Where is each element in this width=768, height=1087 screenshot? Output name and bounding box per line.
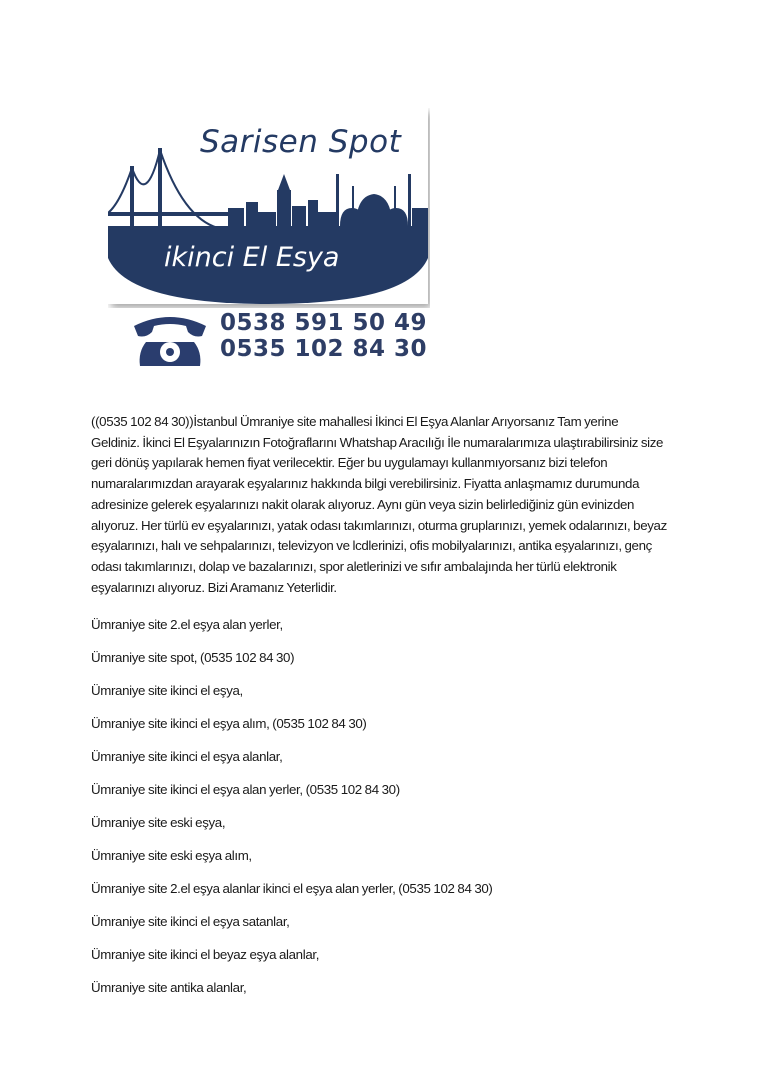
list-item: Ümraniye site eski eşya alım, (91, 848, 252, 863)
list-item: Ümraniye site 2.el eşya alan yerler, (91, 617, 283, 632)
list-item: Ümraniye site ikinci el eşya alan yerler, (0535 102 84 30) (91, 782, 400, 797)
list-item: Ümraniye site ikinci el eşya alanlar, (91, 749, 283, 764)
list-item: Ümraniye site antika alanlar, (91, 980, 247, 995)
list-item: Ümraniye site ikinci el eşya, (91, 683, 243, 698)
intro-paragraph: ((0535 102 84 30))İstanbul Ümraniye site mahallesi İkinci El Eşya Alanlar Arıyorsanız Tam yerine Geldiniz. İkinci El Eşyalarınızın Fotoğraflarını Whatshap Aracılığı İle numaralarımıza ulaştırabilirsiniz size geri dönüş yapılarak hemen fiyat verilecektir. Eğer bu uygulamayı kullanmıyorsanız bizi telefon numaralarımızdan arayarak eşyalarınız hakkında bilgi verebilirsiniz. Fiyatta anlaşmamız durumunda adresinize gelerek eşyalarınızı nakit olarak alıyoruz. Aynı gün veya sizin belirlediğiniz gün evinizden alıyoruz. Her türlü ev eşyalarınızı, yatak odası takımlarınızı, oturma gruplarınızı, yemek odalarınızı, beyaz eşyalarınızı, halı ve sehpalarınızı, televizyon ve lcdlerinizi, ofis mobilyalarınızı, antika eşyalarınızı, genç odası takımlarınızı, dolap ve bazalarınızı, spor aletlerinizi ve sıfır ambalajında her türlü elektronik eşyalarınızı alıyoruz. Bizi Aramanız Yeterlidir. (91, 414, 667, 595)
logo-subtitle: ikinci El Esya (164, 242, 340, 273)
logo-title: Sarisen Spot (200, 124, 402, 160)
phone-number-2: 0535 102 84 30 (220, 336, 428, 362)
phone-numbers (220, 310, 427, 362)
list-item: Ümraniye site ikinci el beyaz eşya alanlar, (91, 947, 320, 962)
list-item: Ümraniye site 2.el eşya alanlar ikinci el eşya alan yerler, (0535 102 84 30) (91, 881, 493, 896)
list-item: Ümraniye site ikinci el eşya alım, (0535 102 84 30) (91, 716, 367, 731)
phone-number-1: 0538 591 50 49 (220, 310, 428, 336)
contact-phones (128, 310, 428, 372)
keyword-list (91, 608, 651, 1004)
telephone-icon (128, 312, 212, 368)
list-item: Ümraniye site ikinci el eşya satanlar, (91, 914, 290, 929)
list-item: Ümraniye site eski eşya, (91, 815, 226, 830)
list-item: Ümraniye site spot, (0535 102 84 30) (91, 650, 295, 665)
